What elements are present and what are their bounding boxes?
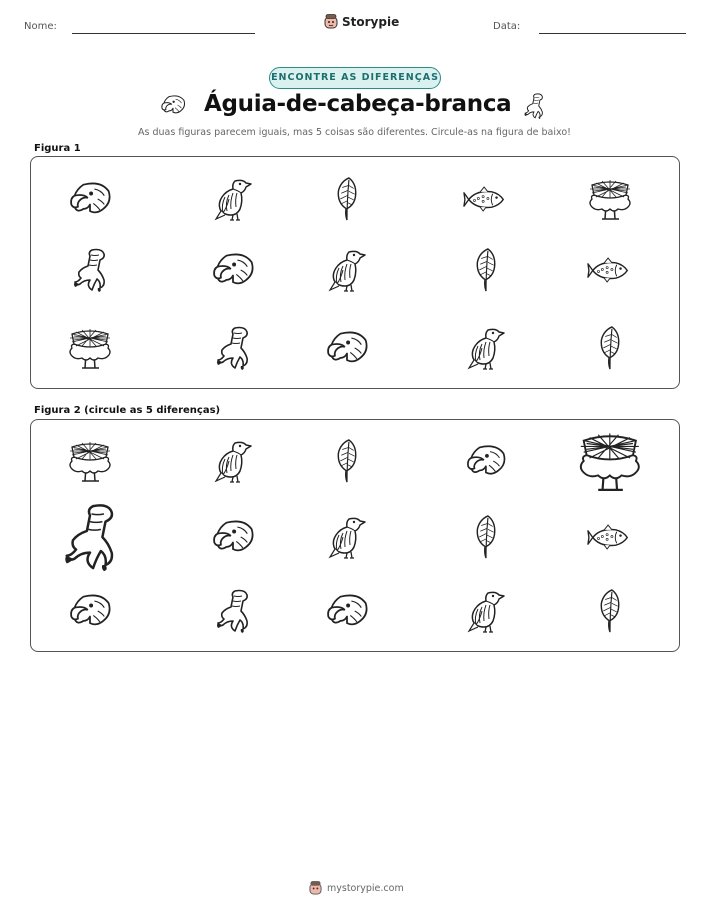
eagle-icon[interactable] (327, 515, 367, 559)
feather-icon (598, 325, 622, 371)
title-right-icon (522, 93, 546, 123)
eagle-icon (466, 326, 506, 370)
eagle-head-icon[interactable] (68, 592, 112, 630)
nest-icon (66, 326, 114, 370)
storypie-mascot-icon (309, 881, 322, 895)
date-line[interactable] (539, 33, 686, 34)
storypie-mascot-icon (324, 14, 338, 29)
feather-icon[interactable] (335, 438, 359, 484)
feather-icon (474, 247, 498, 293)
page-title: Águia-de-cabeça-branca (204, 91, 512, 117)
figure1-label: Figura 1 (34, 143, 81, 154)
nest-icon (586, 177, 634, 221)
talon-icon (213, 326, 253, 370)
nest-icon[interactable] (575, 429, 645, 493)
feather-icon[interactable] (474, 514, 498, 560)
name-line[interactable] (72, 33, 255, 34)
title-left-icon (160, 94, 186, 120)
feather-icon (335, 176, 359, 222)
eagle-icon (213, 177, 253, 221)
fish-icon (587, 257, 633, 284)
eagle-icon[interactable] (466, 589, 506, 633)
instructions: As duas figuras parecem iguais, mas 5 coisas são diferentes. Circule-as na figura de baixo! (138, 127, 571, 138)
figure2-label: Figura 2 (circule as 5 diferenças) (34, 405, 221, 416)
brand-name: Storypie (342, 14, 400, 29)
eagle-icon (327, 248, 367, 292)
name-label: Nome: (24, 21, 57, 32)
talon-icon[interactable] (59, 503, 121, 571)
footer-site[interactable]: mystorypie.com (327, 882, 404, 894)
fish-icon (463, 186, 509, 213)
talon-icon (70, 248, 110, 292)
eagle-head-icon[interactable] (211, 518, 255, 556)
eagle-head-icon (211, 251, 255, 289)
feather-icon[interactable] (598, 588, 622, 634)
fish-icon[interactable] (587, 524, 633, 551)
footer (309, 881, 404, 895)
eagle-head-icon[interactable] (465, 443, 507, 479)
activity-badge: ENCONTRE AS DIFERENÇAS (269, 67, 441, 89)
eagle-icon[interactable] (213, 439, 253, 483)
eagle-head-icon[interactable] (325, 592, 369, 630)
nest-icon[interactable] (66, 439, 114, 483)
eagle-head-icon (68, 180, 112, 218)
eagle-head-icon (325, 329, 369, 367)
brand-logo (324, 14, 399, 29)
date-label: Data: (493, 21, 521, 32)
talon-icon[interactable] (213, 589, 253, 633)
